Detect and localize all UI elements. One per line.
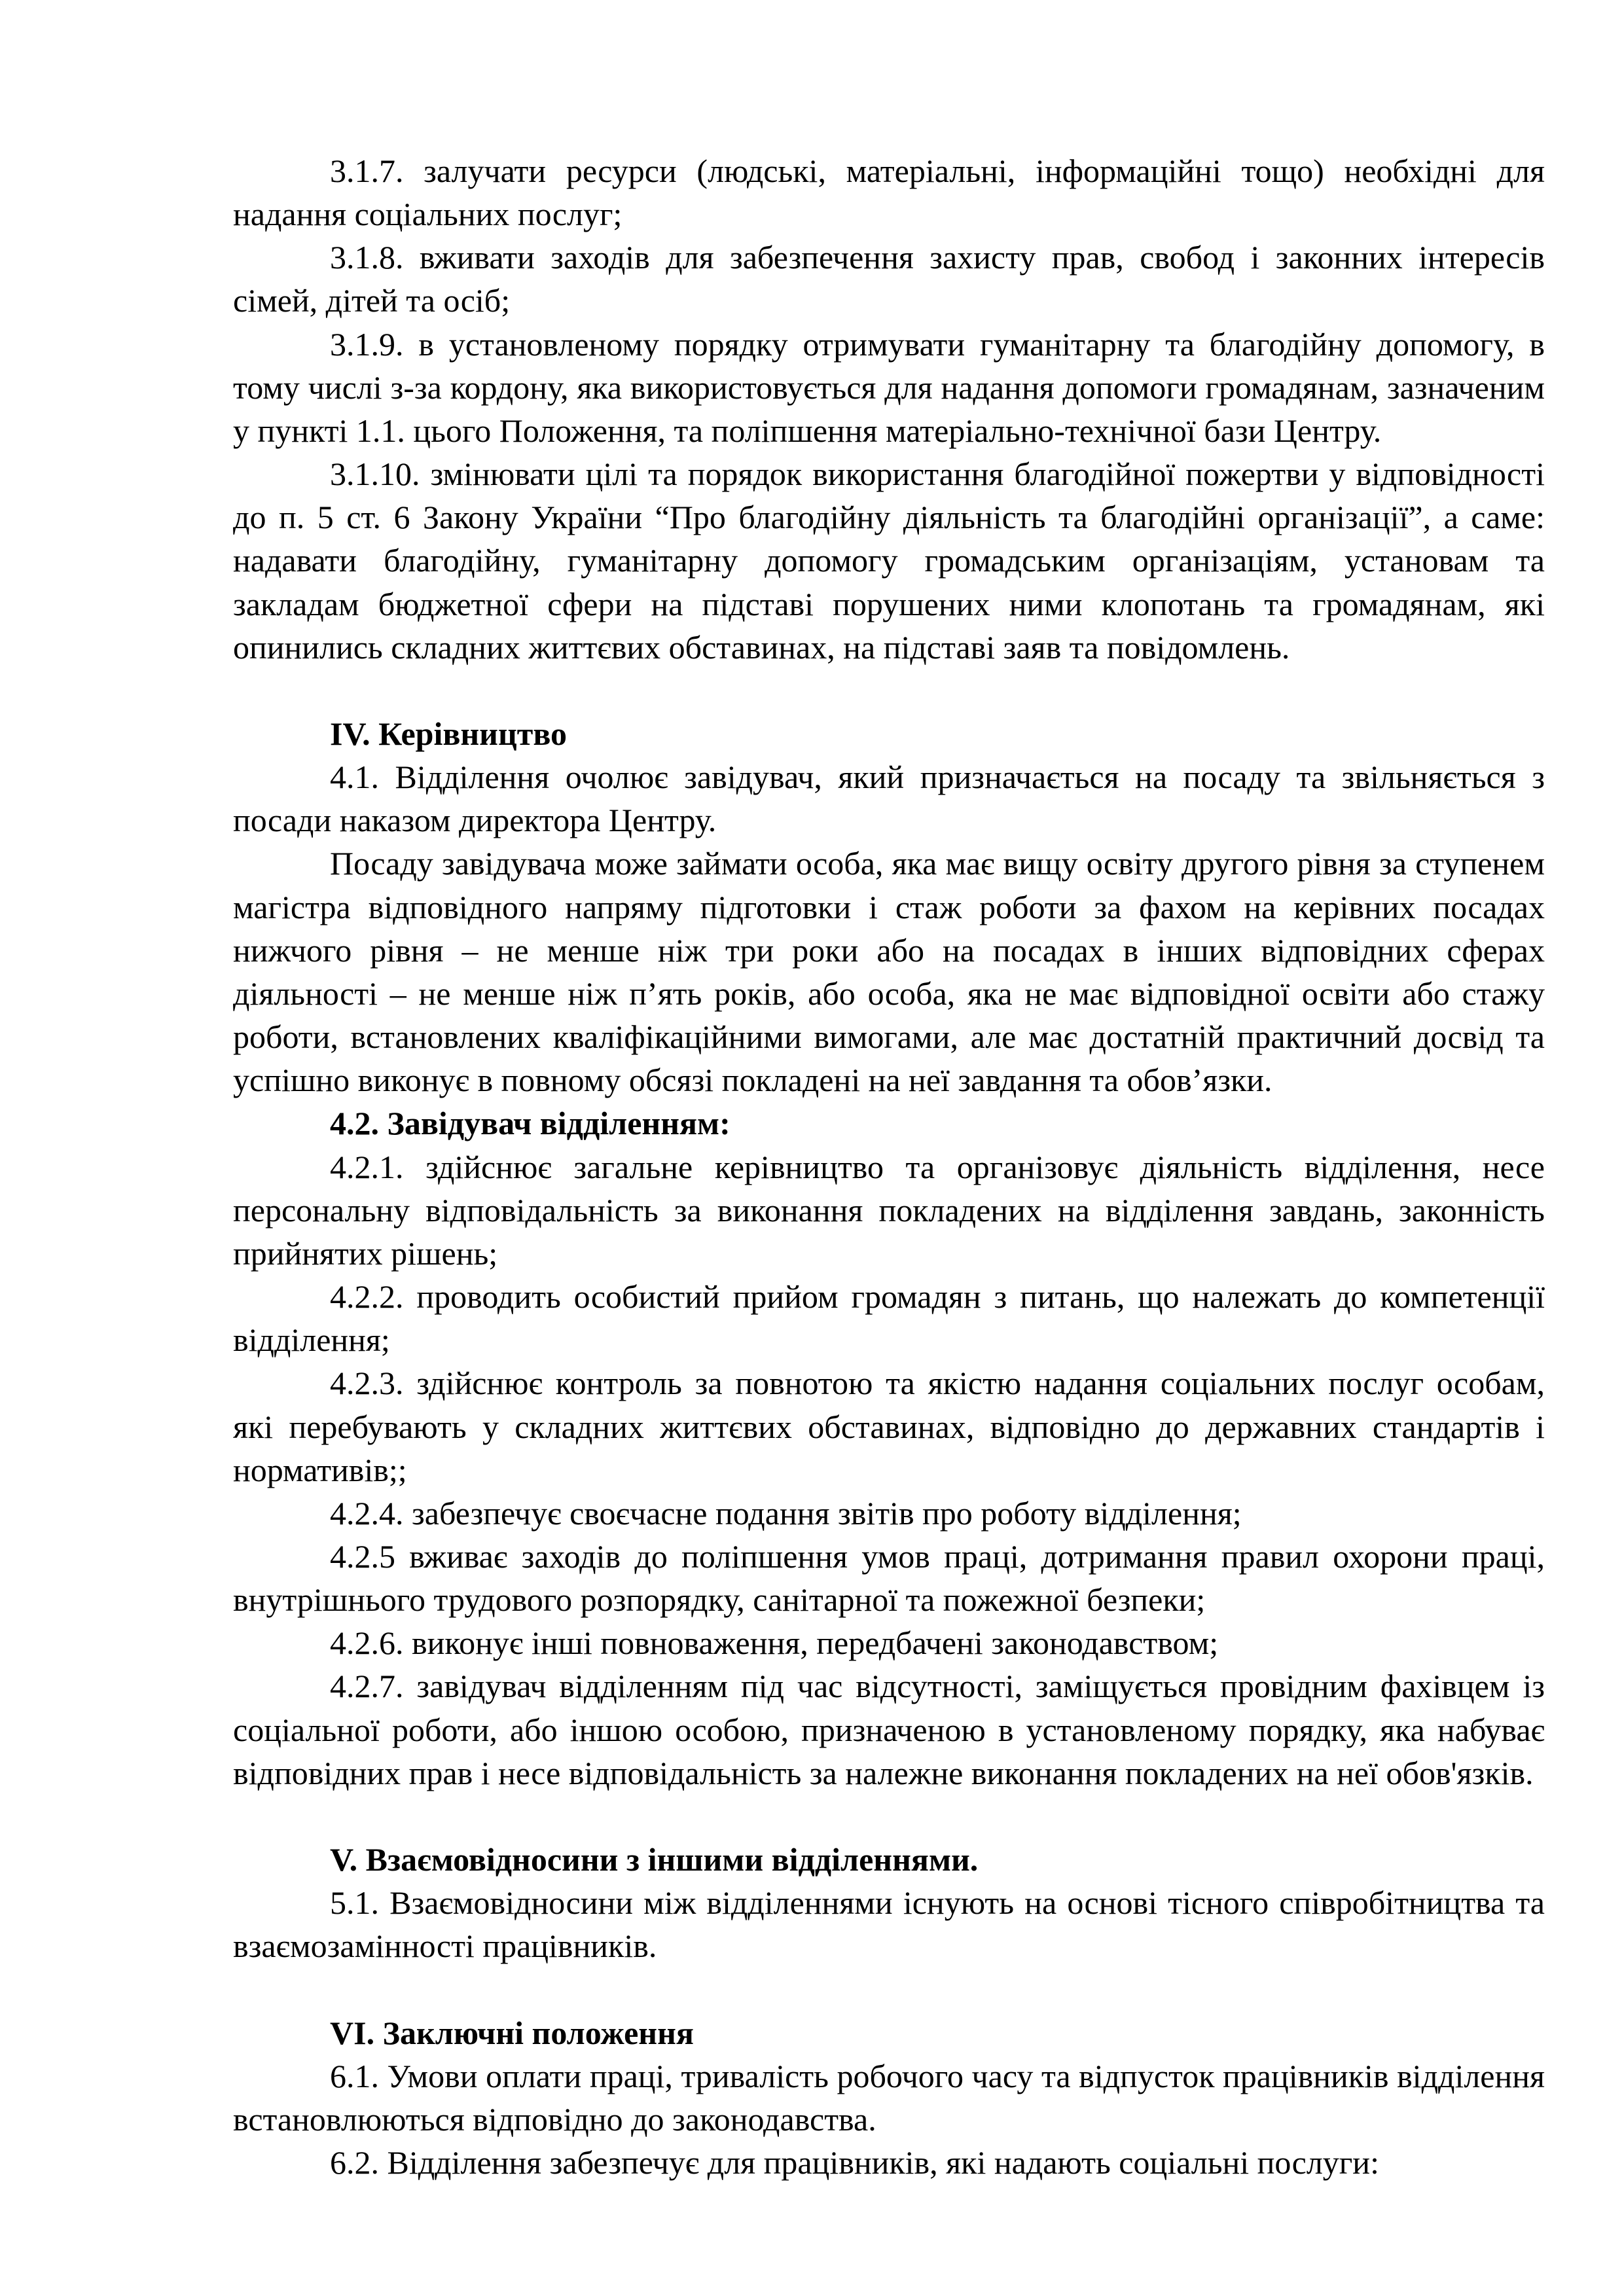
paragraph-3-1-7: 3.1.7. залучати ресурси (людські, матеріальні, інформаційні тощо) необхідні для надання соціальних послуг; — [233, 152, 1545, 233]
paragraph-4-2-7: 4.2.7. завідувач відділенням під час відсутності, заміщується провідним фахівцем із соціальної роботи, або іншою особою, призначеною в установленому порядку, яка набуває відповідних прав і несе відповідальність за належне виконання покладених на неї обов'язків. — [233, 1668, 1545, 1791]
section-heading-iv: IV. Керівництво — [330, 715, 568, 753]
blank-line — [233, 669, 1545, 712]
paragraph-5-1: 5.1. Взаємовідносини між відділеннями існують на основі тісного співробітництва та взаємозамінності працівників. — [233, 1884, 1545, 1965]
paragraph-4-2-4: 4.2.4. забезпечує своєчасне подання звітів про роботу відділення; — [330, 1494, 1242, 1532]
section-heading-vi: VI. Заключні положення — [330, 2014, 694, 2051]
blank-line — [233, 1968, 1545, 2011]
paragraph-3-1-9: 3.1.9. в установленому порядку отримувати гуманітарну та благодійну допомогу, в тому числі з-за кордону, яка використовується для надання допомоги громадянам, зазначеним у пункті 1.1. цього Положення, та поліпшення матеріально-технічної бази Центру. — [233, 325, 1545, 449]
section-heading-v: V. Взаємовідносини з іншими відділеннями. — [330, 1841, 979, 1878]
paragraph-4-2-2: 4.2.2. проводить особистий прийом громадян з питань, що належать до компетенції відділення; — [233, 1278, 1545, 1359]
paragraph-4-2-1: 4.2.1. здійснює загальне керівництво та організовує діяльність відділення, несе персональну відповідальність за виконання покладених на відділення завдань, законність прийнятих рішень; — [233, 1148, 1545, 1272]
paragraph-3-1-8: 3.1.8. вживати заходів для забезпечення захисту прав, свобод і законних інтересів сімей, дітей та осіб; — [233, 239, 1545, 319]
blank-line — [233, 1795, 1545, 1838]
document-page — [233, 149, 1545, 2184]
paragraph-4-1: 4.1. Відділення очолює завідувач, який призначається на посаду та звільняється з посади наказом директора Центру. — [233, 759, 1545, 839]
paragraph-6-1: 6.1. Умови оплати праці, тривалість робочого часу та відпусток працівників відділення встановлюються відповідно до законодавства. — [233, 2057, 1545, 2138]
subheading-4-2: 4.2. Завідувач відділенням: — [330, 1105, 731, 1142]
paragraph-qualification: Посаду завідувача може займати особа, яка має вищу освіту другого рівня за ступенем магістра відповідного напряму підготовки і стаж роботи за фахом на керівних посадах нижчого рівня – не менше ніж три роки або на посадах в інших відповідних сферах діяльності – не менше ніж п’ять років, або особа, яка не має відповідної освіти або стажу роботи, встановлених кваліфікаційними вимогами, але має достатній практичний досвід та успішно виконує в повному обсязі покладені на неї завдання та обов’язки. — [233, 845, 1545, 1099]
paragraph-4-2-3: 4.2.3. здійснює контроль за повнотою та якістю надання соціальних послуг особам, які перебувають у складних життєвих обставинах, відповідно до державних стандартів і нормативів;; — [233, 1365, 1545, 1488]
paragraph-3-1-10: 3.1.10. змінювати цілі та порядок використання благодійної пожертви у відповідності до п. 5 ст. 6 Закону України “Про благодійну діяльність та благодійні організації”, а саме: надавати благодійну, гуманітарну допомогу громадським організаціям, установам та закладам бюджетної сфери на підставі порушених ними клопотань та громадянам, які опинились складних життєвих обставинах, на підставі заяв та повідомлень. — [233, 456, 1545, 666]
paragraph-4-2-6: 4.2.6. виконує інші повноваження, передбачені законодавством; — [330, 1624, 1219, 1662]
paragraph-4-2-5: 4.2.5 вживає заходів до поліпшення умов праці, дотримання правил охорони праці, внутрішнього трудового розпорядку, санітарної та пожежної безпеки; — [233, 1537, 1545, 1619]
paragraph-6-2: 6.2. Відділення забезпечує для працівників, які надають соціальні послуги: — [330, 2144, 1379, 2181]
